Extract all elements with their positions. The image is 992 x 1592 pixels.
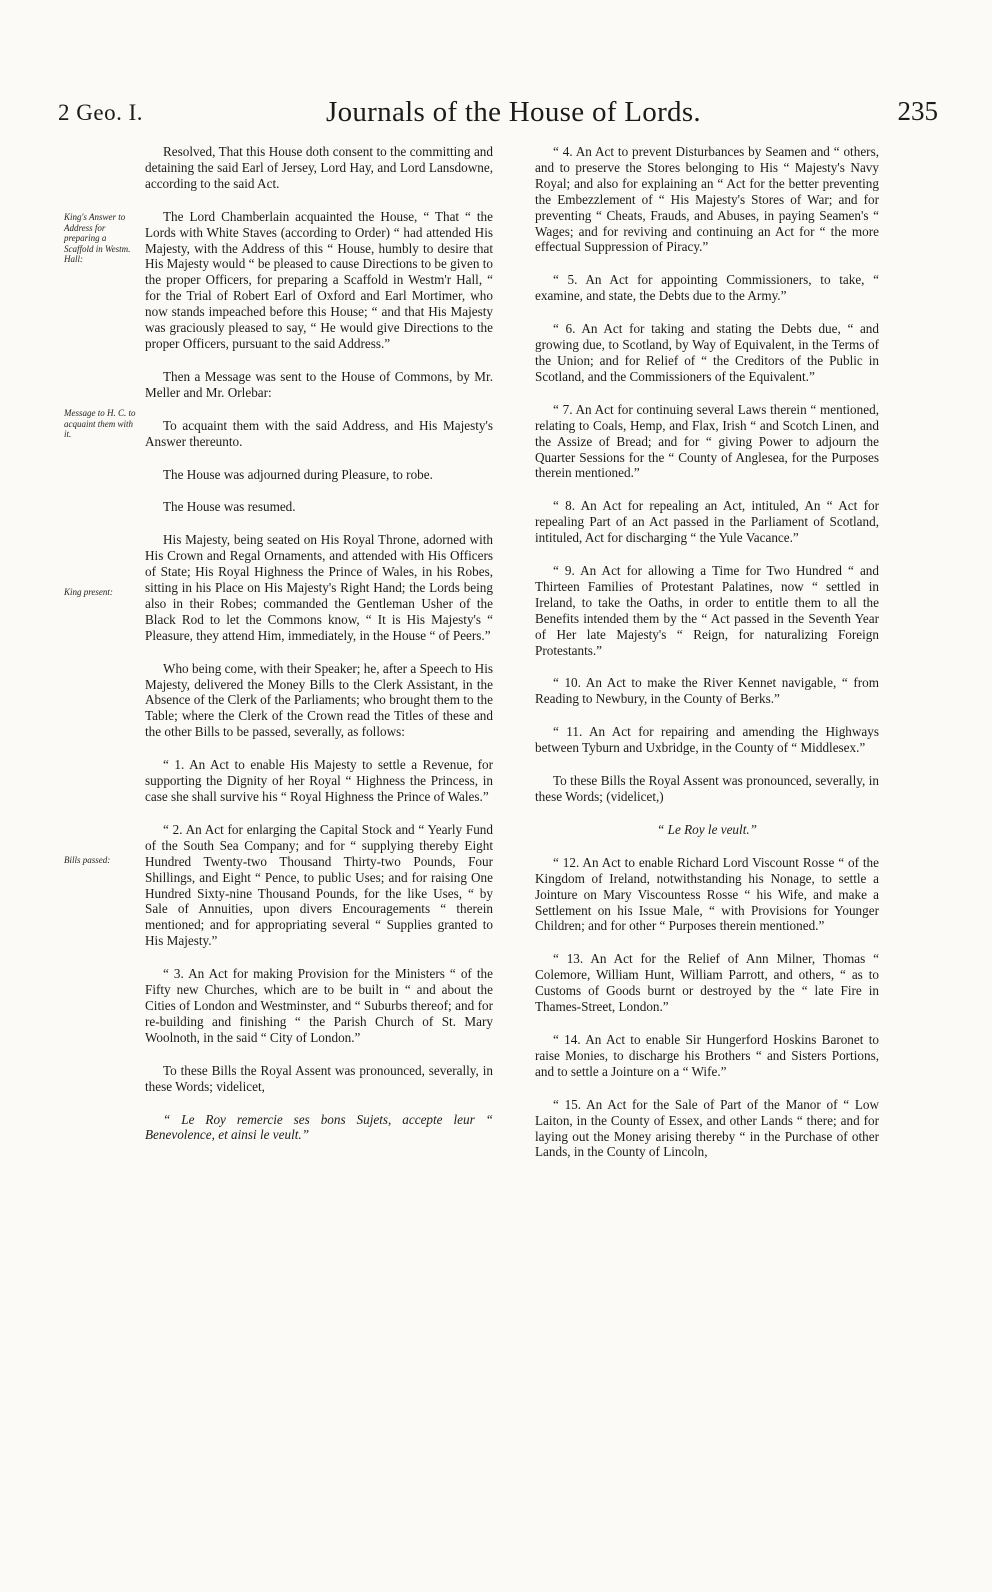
bill-entry: “ 1. An Act to enable His Majesty to settle a Revenue, for supporting the Dignity of her Royal “ Highness the Princess, in case she shall survive his “ Royal Highness the Prince of Wales.”: [145, 757, 493, 804]
regnal-year: 2 Geo. I.: [58, 100, 143, 125]
royal-assent-formula: “ Le Roy remercie ses bons Sujets, accepte leur “ Benevolence, et ainsi le veult.”: [145, 1111, 493, 1143]
bill-entry: “ 2. An Act for enlarging the Capital Stock and “ Yearly Fund of the South Sea Company; and for “ supplying thereby Eight Hundred Twenty-two Thousand Thirty-two Pounds, Four Shillings, and Eight “ Pence, to public Uses; and for raising One Hundred Sixty-nine Thousand Pounds, for the like Uses, “ by Sale of Annuities, upon divers Encouragements “ therein mentioned; and for appropriating several “ Supplies granted to His Majesty.”: [145, 821, 493, 949]
page-header: [58, 96, 938, 136]
paragraph: Then a Message was sent to the House of Commons, by Mr. Meller and Mr. Orlebar:: [145, 368, 493, 400]
bill-entry: “ 12. An Act to enable Richard Lord Viscount Rosse “ of the Kingdom of Ireland, notwithstanding his Nonage, to settle a Jointure on Mary Viscountess Rosse “ his Wife, and make a Settlement on his Issue Male, “ with Provisions for Younger Children; and for other “ Purposes therein mentioned.”: [535, 854, 879, 934]
paragraph: The House was resumed.: [163, 499, 296, 515]
journal-title: Journals of the House of Lords.: [326, 96, 701, 128]
paragraph: Resolved, That this House doth consent to the committing and detaining the said Earl of Jersey, Lord Hay, and Lord Lansdowne, according to the said Act.: [145, 144, 493, 191]
bill-entry: “ 5. An Act for appointing Commissioners, to take, “ examine, and state, the Debts due to the Army.”: [535, 272, 879, 304]
paragraph: To these Bills the Royal Assent was pronounced, severally, in these Words; videlicet,: [145, 1062, 493, 1094]
bill-entry: “ 6. An Act for taking and stating the Debts due, “ and growing due, to Scotland, by Way of Equivalent, in the Terms of the Union; and for Relief of “ the Creditors of the Public in Scotland, and the Commissioners of the Equivalent.”: [535, 321, 879, 384]
margin-note: King present:: [64, 587, 113, 597]
bill-entry: “ 13. An Act for the Relief of Ann Milner, Thomas “ Colemore, William Hunt, William Parrott, and others, “ as to Customs of Goods burnt or destroyed by the “ late Fire in Thames-Street, London.”: [535, 951, 879, 1015]
paragraph: His Majesty, being seated on His Royal Throne, adorned with His Crown and Regal Ornaments, and attended with His Officers of State; His Royal Highness the Prince of Wales, in his Robes, sitting in his Place on His Majesty's Right Hand; the Lords being also in their Robes; commanded the Gentleman Usher of the Black Rod to let the Commons know, “ It is His Majesty's “ Pleasure, they attend Him, immediately, in the House “ of Peers.”: [145, 532, 493, 643]
paragraph: To acquaint them with the said Address, and His Majesty's Answer thereunto.: [145, 417, 493, 449]
bill-entry: “ 8. An Act for repealing an Act, intituled, An “ Act for repealing Part of an Act passed in the Parliament of Scotland, intituled, Act for discharging “ the Yule Vacance.”: [535, 498, 879, 546]
page-number: 235: [897, 96, 938, 126]
left-column: [145, 144, 493, 1160]
bill-entry: “ 10. An Act to make the River Kennet navigable, “ from Reading to Newbury, in the County of Berks.”: [535, 675, 879, 707]
bill-entry: “ 3. An Act for making Provision for the Ministers “ of the Fifty new Churches, which are to be built in “ and about the Cities of London and Westminster, and “ Suburbs thereof; and for re-building and finishing “ the Parish Church of St. Mary Woolnoth, in the said “ City of London.”: [145, 966, 493, 1045]
bill-entry: “ 14. An Act to enable Sir Hungerford Hoskins Baronet to raise Monies, to discharge his Brothers “ and Sisters Portions, and to settle a Jointure on a “ Wife.”: [535, 1031, 879, 1079]
margin-note: Bills passed:: [64, 855, 111, 865]
bill-entry: “ 15. An Act for the Sale of Part of the Manor of “ Low Laiton, in the County of Essex, and other Lands “ there; and for laying out the Money arising thereby “ in the Purchase of other Lands, in the County of Lincoln,: [535, 1096, 879, 1160]
paragraph: The House was adjourned during Pleasure, to robe.: [163, 466, 433, 482]
bill-entry: “ 11. An Act for repairing and amending the Highways between Tyburn and Uxbridge, in the County of “ Middlesex.”: [535, 724, 879, 756]
paragraph: To these Bills the Royal Assent was pronounced, severally, in these Words; (videlicet,): [535, 773, 879, 804]
bill-entry: “ 4. An Act to prevent Disturbances by Seamen and “ others, and to preserve the Stores belonging to His “ Majesty's Navy Royal; and also for explaining an “ Act for the better preventing the Embezzlement of “ His Majesty's Stores of War; and for preventing “ Cheats, Frauds, and Abuses, in paying Seamen's “ Wages; and for reviving and continuing an Act for “ the more effectual Suppression of Piracy.”: [535, 144, 879, 255]
royal-assent-formula: “ Le Roy le veult.”: [657, 821, 757, 837]
bill-entry: “ 7. An Act for continuing several Laws therein “ mentioned, relating to Coals, Hemp, and Flax, Irish “ and Scotch Linen, and the Assize of Bread; and for “ giving Power to adjourn the Quarter Sessions for the “ County of Anglesea, for the Purposes therein mentioned.”: [535, 401, 879, 481]
paragraph: The Lord Chamberlain acquainted the House, “ That “ the Lords with White Staves (according to Order) “ had attended His Majesty, with the Address of this “ House, humbly to desire that His Majesty would “ be pleased to cause Directions to be given to the proper Officers, for preparing a Scaffold in Westm'r Hall, “ for the Trial of Robert Earl of Oxford and Earl Mortimer, who now stands impeached before this House; “ and that His Majesty was graciously pleased to say, “ He would give Directions to the proper Officers, pursuant to the said Address.”: [145, 208, 493, 351]
bill-entry: “ 9. An Act for allowing a Time for Two Hundred “ and Thirteen Families of Protestant Palatines, now “ settled in Ireland, to take the Oaths, in order to entitle them to all the Benefits intended them by the “ Act passed in the Seventh Year of Her late Majesty's “ Reign, for naturalizing Foreign Protestants.”: [535, 563, 879, 658]
paragraph: Who being come, with their Speaker; he, after a Speech to His Majesty, delivered the Money Bills to the Clerk Assistant, in the Absence of the Clerk of the Parliaments; who brought them to the Table; where the Clerk of the Crown read the Titles of these and the other Bills to be passed, severally, as follows:: [145, 660, 493, 740]
margin-note: Message to H. C. to acquaint them with it.: [64, 408, 136, 439]
margin-note: King's Answer to Address for preparing a Scaffold in Westm. Hall:: [64, 212, 131, 264]
right-column: [535, 144, 879, 1177]
